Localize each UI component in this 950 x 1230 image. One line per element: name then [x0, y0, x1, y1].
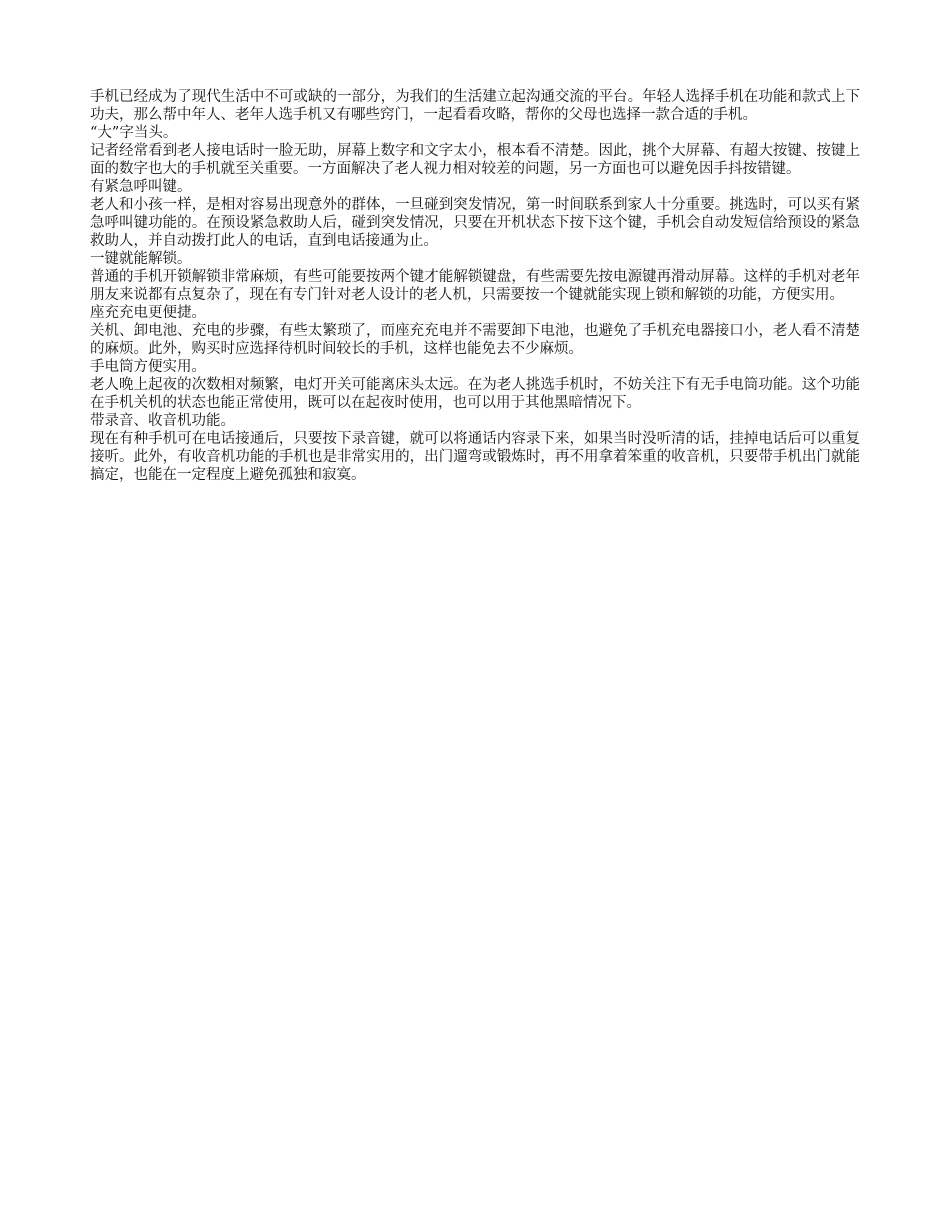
- section-paragraph-dock-charging: 关机、卸电池、充电的步骤，有些太繁琐了，而座充充电并不需要卸下电池，也避免了手机充电器接口小，老人看不清楚的麻烦。此外，购买时应选择待机时间较长的手机，这样也能免去不少麻烦。: [90, 323, 860, 357]
- intro-paragraph: 手机已经成为了现代生活中不可或缺的一部分，为我们的生活建立起沟通交流的平台。年轻人选择手机在功能和款式上下功夫，那么帮中年人、老年人选手机又有哪些窍门，一起看看攻略，帮你的父母也选择一款合适的手机。: [90, 89, 860, 123]
- section-paragraph-emergency-key: 老人和小孩一样，是相对容易出现意外的群体，一旦碰到突发情况，第一时间联系到家人十分重要。挑选时，可以买有紧急呼叫键功能的。在预设紧急救助人后，碰到突发情况，只要在开机状态下按下这个键，手机会自动发短信给预设的紧急救助人，并自动拨打此人的电话，直到电话接通为止。: [90, 197, 860, 249]
- section-paragraph-large: 记者经常看到老人接电话时一脸无助，屏幕上数字和文字太小，根本看不清楚。因此，挑个大屏幕、有超大按键、按键上面的数字也大的手机就至关重要。一方面解决了老人视力相对较差的问题，另一方面也可以避免因手抖按错键。: [90, 143, 860, 177]
- section-heading-flashlight: 手电筒方便实用。: [90, 359, 206, 375]
- section-heading-recording-radio: 带录音、收音机功能。: [90, 413, 235, 429]
- section-heading-one-key-unlock: 一键就能解锁。: [90, 251, 192, 267]
- section-paragraph-one-key-unlock: 普通的手机开锁解锁非常麻烦，有些可能要按两个键才能解锁键盘，有些需要先按电源键再滑动屏幕。这样的手机对老年朋友来说都有点复杂了，现在有专门针对老人设计的老人机，只需要按一个键就能实现上锁和解锁的功能，方便实用。: [90, 269, 860, 303]
- section-paragraph-flashlight: 老人晚上起夜的次数相对频繁，电灯开关可能离床头太远。在为老人挑选手机时，不妨关注下有无手电筒功能。这个功能在手机关机的状态也能正常使用，既可以在起夜时使用，也可以用于其他黑暗情况下。: [90, 377, 860, 411]
- section-heading-emergency-key: 有紧急呼叫键。: [90, 179, 192, 195]
- section-heading-large: “大”字当头。: [90, 125, 178, 141]
- section-heading-dock-charging: 座充充电更便捷。: [90, 305, 206, 321]
- document-body: [90, 88, 860, 484]
- section-paragraph-recording-radio: 现在有种手机可在电话接通后，只要按下录音键，就可以将通话内容录下来，如果当时没听清的话，挂掉电话后可以重复接听。此外，有收音机功能的手机也是非常实用的，出门遛弯或锻炼时，再不用拿着笨重的收音机，只要带手机出门就能搞定，也能在一定程度上避免孤独和寂寞。: [90, 431, 860, 483]
